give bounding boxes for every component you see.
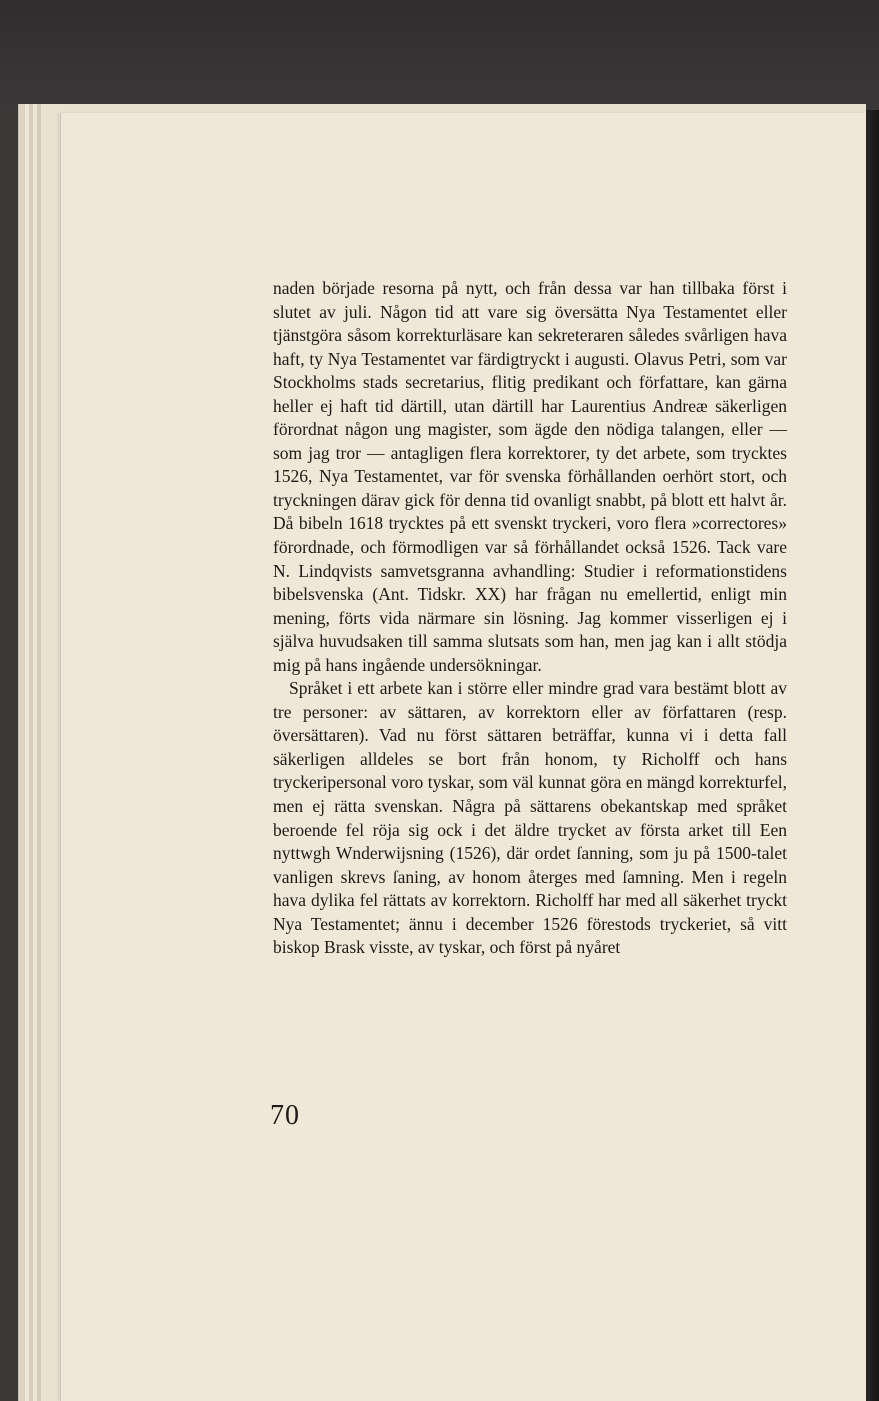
- paragraph-1: naden började resorna på nytt, och från dessa var han tillbaka först i slutet av juli. Någon tid att vare sig översätta Nya Testamentet eller tjänstgöra såsom korrekturläsare kan sekreteraren således svårligen hava haft, ty Nya Testamentet var färdigtryckt i augusti. Olavus Petri, som var Stockholms stads secretarius, flitig predikant och författare, kan gärna heller ej haft tid därtill, utan därtill har Laurentius Andreæ säkerligen förordnat någon ung magister, som ägde den nödiga talangen, eller — som jag tror — antagligen flera korrektorer, ty det arbete, som trycktes 1526, Nya Testamentet, var för svenska förhållanden oerhört stort, och tryckningen därav gick för denna tid ovanligt snabbt, på blott ett halvt år. Då bibeln 1618 trycktes på ett svenskt tryckeri, voro flera »correctores» förordnade, och förmodligen var så förhållandet också 1526. Tack vare N. Lindqvists samvetsgranna avhandling: Studier i reformationstidens bibelsvenska (Ant. Tidskr. XX) har frågan nu emellertid, enligt min mening, förts vida närmare sin lösning. Jag kommer visserligen ej i själva huvudsaken till samma slutsats som han, men jag kan i allt stödja mig på hans ingående undersökningar.: [273, 278, 787, 675]
- paragraph-2: Språket i ett arbete kan i större eller mindre grad vara bestämt blott av tre personer: av sättaren, av korrektorn eller av författaren (resp. översättaren). Vad nu först sättaren beträffar, kunna vi i detta fall säkerligen alldeles se bort från honom, ty Richolff och hans tryckeripersonal voro tyskar, som väl kunnat göra en mängd korrekturfel, men ej rätta svenskan. Några på sättarens obekantskap med språket beroende fel röja sig ock i det äldre trycket av första arket till Een nyttwgh Wnderwijsning (1526), där ordet ſanning, som ju på 1500-talet vanligen skrevs ſaning, av honom återges med ſamning. Men i regeln hava dylika fel rättats av korrektorn. Richolff har med all säkerhet tryckt Nya Testamentet; ännu i december 1526 förestods tryckeriet, så vitt biskop Brask visste, av tyskar, och först på nyåret: [273, 678, 787, 958]
- page-number: 70: [270, 1100, 300, 1131]
- backdrop: [0, 0, 879, 112]
- body-text: [273, 277, 787, 960]
